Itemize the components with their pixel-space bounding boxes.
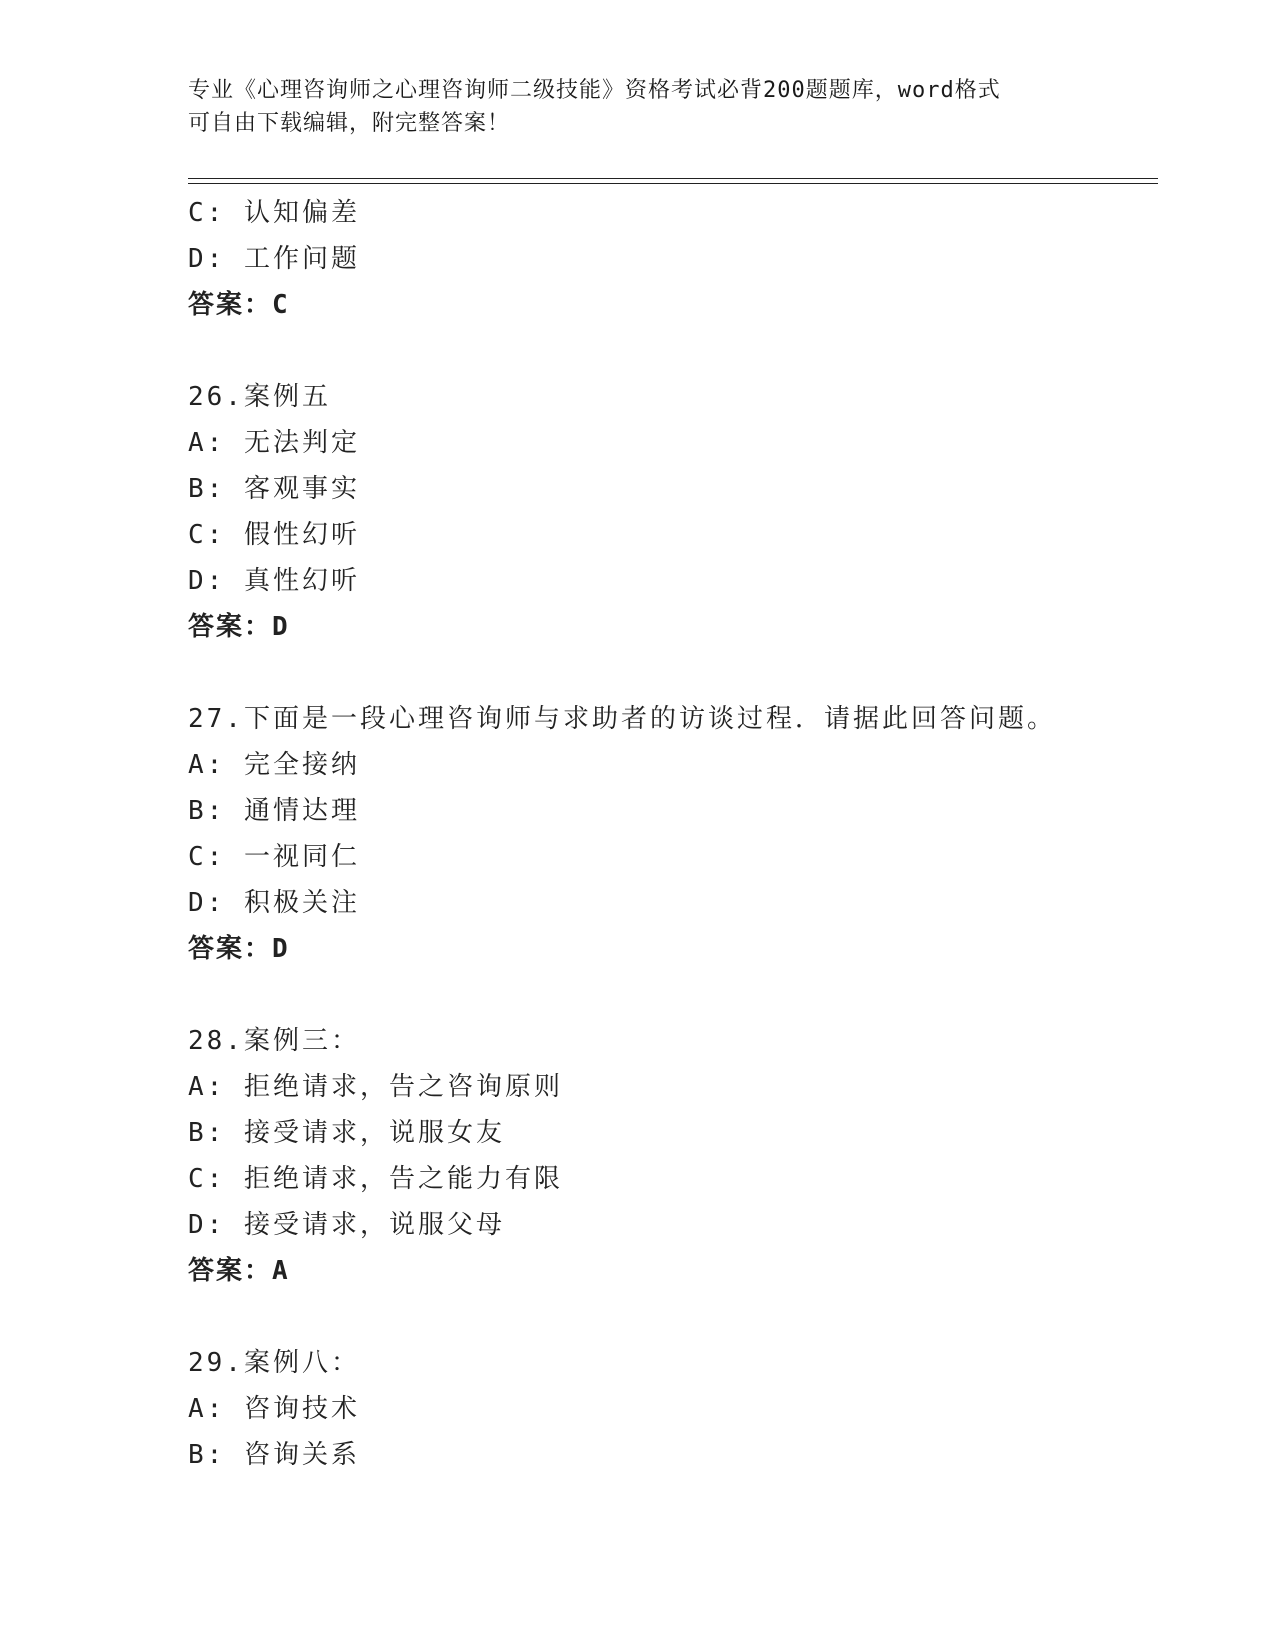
spacer — [188, 650, 1138, 696]
option-a: A: 拒绝请求，告之咨询原则 — [188, 1072, 563, 1102]
option-b: B: 接受请求，说服女友 — [188, 1118, 505, 1148]
option-d: D: 积极关注 — [188, 888, 360, 918]
spacer — [188, 972, 1138, 1018]
option-a: A: 无法判定 — [188, 428, 360, 458]
answer-line: 答案：D — [188, 612, 290, 642]
option-d: D: 工作问题 — [188, 244, 360, 274]
question-26 — [188, 374, 1138, 650]
answer-line: 答案：D — [188, 934, 290, 964]
question-29 — [188, 1340, 1138, 1478]
question-stem: 29.案例八： — [188, 1348, 360, 1378]
option-c: C: 一视同仁 — [188, 842, 360, 872]
question-28 — [188, 1018, 1138, 1294]
option-d: D: 接受请求，说服父母 — [188, 1210, 505, 1240]
spacer — [188, 328, 1138, 374]
question-stem: 28.案例三： — [188, 1026, 360, 1056]
option-c: C: 假性幻听 — [188, 520, 360, 550]
spacer — [188, 1294, 1138, 1340]
answer-line: 答案：C — [188, 290, 290, 320]
question-stem: 26.案例五 — [188, 382, 331, 412]
option-a: A: 完全接纳 — [188, 750, 360, 780]
question-stem: 27.下面是一段心理咨询师与求助者的访谈过程．请据此回答问题。 — [188, 704, 1056, 734]
header-title-line-2: 可自由下载编辑，附完整答案！ — [188, 111, 511, 136]
option-a: A: 咨询技术 — [188, 1394, 360, 1424]
document-header — [188, 74, 1088, 140]
header-divider-top — [188, 178, 1158, 179]
header-divider-bottom — [188, 183, 1158, 184]
option-c: C: 认知偏差 — [188, 198, 360, 228]
answer-line: 答案：A — [188, 1256, 290, 1286]
option-d: D: 真性幻听 — [188, 566, 360, 596]
option-b: B: 通情达理 — [188, 796, 360, 826]
question-list — [188, 190, 1138, 1478]
question-27 — [188, 696, 1138, 972]
header-title-line-1: 专业《心理咨询师之心理咨询师二级技能》资格考试必背200题题库，word格式 — [188, 78, 1001, 103]
option-b: B: 咨询关系 — [188, 1440, 360, 1470]
option-c: C: 拒绝请求，告之能力有限 — [188, 1164, 563, 1194]
question-25-continued — [188, 190, 1138, 328]
option-b: B: 客观事实 — [188, 474, 360, 504]
